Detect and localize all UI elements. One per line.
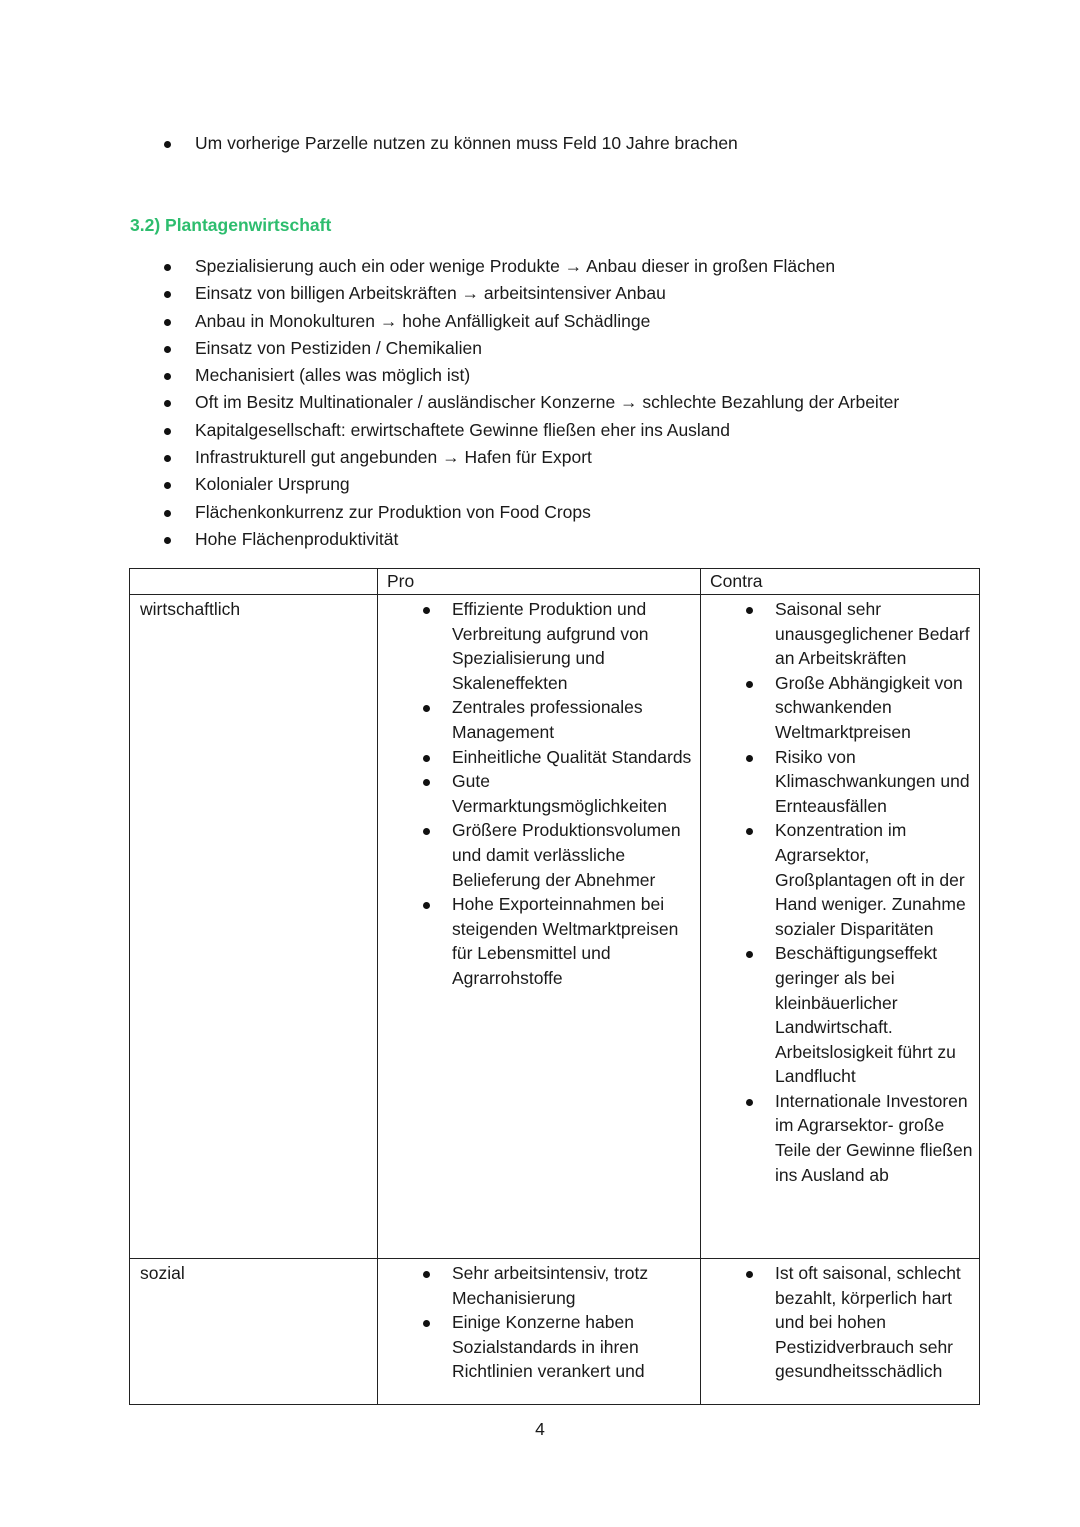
pro-item: Sehr arbeitsintensiv, trotz Mechanisierung	[452, 1261, 700, 1310]
pro-cell	[378, 595, 701, 1259]
pro-item: Effiziente Produktion und Verbreitung aufgrund von Spezialisierung und Skaleneffekten	[452, 597, 700, 695]
section-heading: 3.2) Plantagenwirtschaft	[130, 215, 332, 235]
header-empty	[130, 569, 378, 595]
contra-cell	[701, 595, 980, 1259]
contra-cell	[701, 1259, 980, 1405]
feature-item: Spezialisierung auch ein oder wenige Produkte → Anbau dieser in großen Flächen	[195, 253, 1015, 280]
pro-list	[452, 595, 700, 991]
pro-item: Einige Konzerne haben Sozialstandards in ihren Richtlinien verankert und	[452, 1310, 700, 1384]
pro-item: Zentrales professionales Management	[452, 695, 700, 744]
feature-item: Einsatz von Pestiziden / Chemikalien	[195, 335, 1015, 362]
header-contra: Contra	[701, 569, 980, 595]
feature-item: Kolonialer Ursprung	[195, 471, 1015, 498]
contra-list	[775, 595, 979, 1187]
feature-item: Kapitalgesellschaft: erwirtschaftete Gewinne fließen eher ins Ausland	[195, 417, 1015, 444]
contra-item: Konzentration im Agrarsektor, Großplantagen oft in der Hand weniger. Zunahme sozialer Disparitäten	[775, 818, 979, 941]
contra-item: Beschäftigungseffekt geringer als bei kleinbäuerlicher Landwirtschaft. Arbeitslosigkeit führt zu Landflucht	[775, 941, 979, 1089]
row-label: wirtschaftlich	[130, 595, 378, 1259]
pro-contra-table	[129, 568, 980, 1405]
pro-item: Größere Produktionsvolumen und damit verlässliche Belieferung der Abnehmer	[452, 818, 700, 892]
pro-item: Gute Vermarktungsmöglichkeiten	[452, 769, 700, 818]
feature-list	[195, 253, 1015, 553]
page-number: 4	[535, 1419, 545, 1439]
contra-item: Ist oft saisonal, schlecht bezahlt, körperlich hart und bei hohen Pestizidverbrauch sehr gesundheitsschädlich	[775, 1261, 979, 1384]
contra-item: Risiko von Klimaschwankungen und Ernteausfällen	[775, 745, 979, 819]
pro-cell	[378, 1259, 701, 1405]
feature-item: Mechanisiert (alles was möglich ist)	[195, 362, 1015, 389]
table-row-sozial	[130, 1259, 980, 1405]
pro-item: Hohe Exporteinnahmen bei steigenden Weltmarktpreisen für Lebensmittel und Agrarrohstoffe	[452, 892, 700, 990]
pro-item: Einheitliche Qualität Standards	[452, 745, 700, 770]
table-header-row	[130, 569, 980, 595]
feature-item: Einsatz von billigen Arbeitskräften → arbeitsintensiver Anbau	[195, 280, 1015, 307]
row-label: sozial	[130, 1259, 378, 1405]
contra-item: Saisonal sehr unausgeglichener Bedarf an Arbeitskräften	[775, 597, 979, 671]
feature-item: Hohe Flächenproduktivität	[195, 526, 1015, 553]
contra-list	[775, 1259, 979, 1384]
contra-item: Internationale Investoren im Agrarsektor- große Teile der Gewinne fließen ins Ausland ab	[775, 1089, 979, 1187]
feature-item: Oft im Besitz Multinationaler / ausländischer Konzerne → schlechte Bezahlung der Arbeiter	[195, 389, 1015, 416]
feature-item: Flächenkonkurrenz zur Produktion von Food Crops	[195, 499, 1015, 526]
contra-item: Große Abhängigkeit von schwankenden Weltmarktpreisen	[775, 671, 979, 745]
feature-item: Anbau in Monokulturen → hohe Anfälligkeit auf Schädlinge	[195, 308, 1015, 335]
feature-item: Infrastrukturell gut angebunden → Hafen für Export	[195, 444, 1015, 471]
pro-list	[452, 1259, 700, 1384]
intro-bullet: Um vorherige Parzelle nutzen zu können muss Feld 10 Jahre brachen	[195, 130, 738, 157]
table-row-wirtschaftlich	[130, 595, 980, 1259]
intro-list	[195, 130, 738, 157]
header-pro: Pro	[378, 569, 701, 595]
